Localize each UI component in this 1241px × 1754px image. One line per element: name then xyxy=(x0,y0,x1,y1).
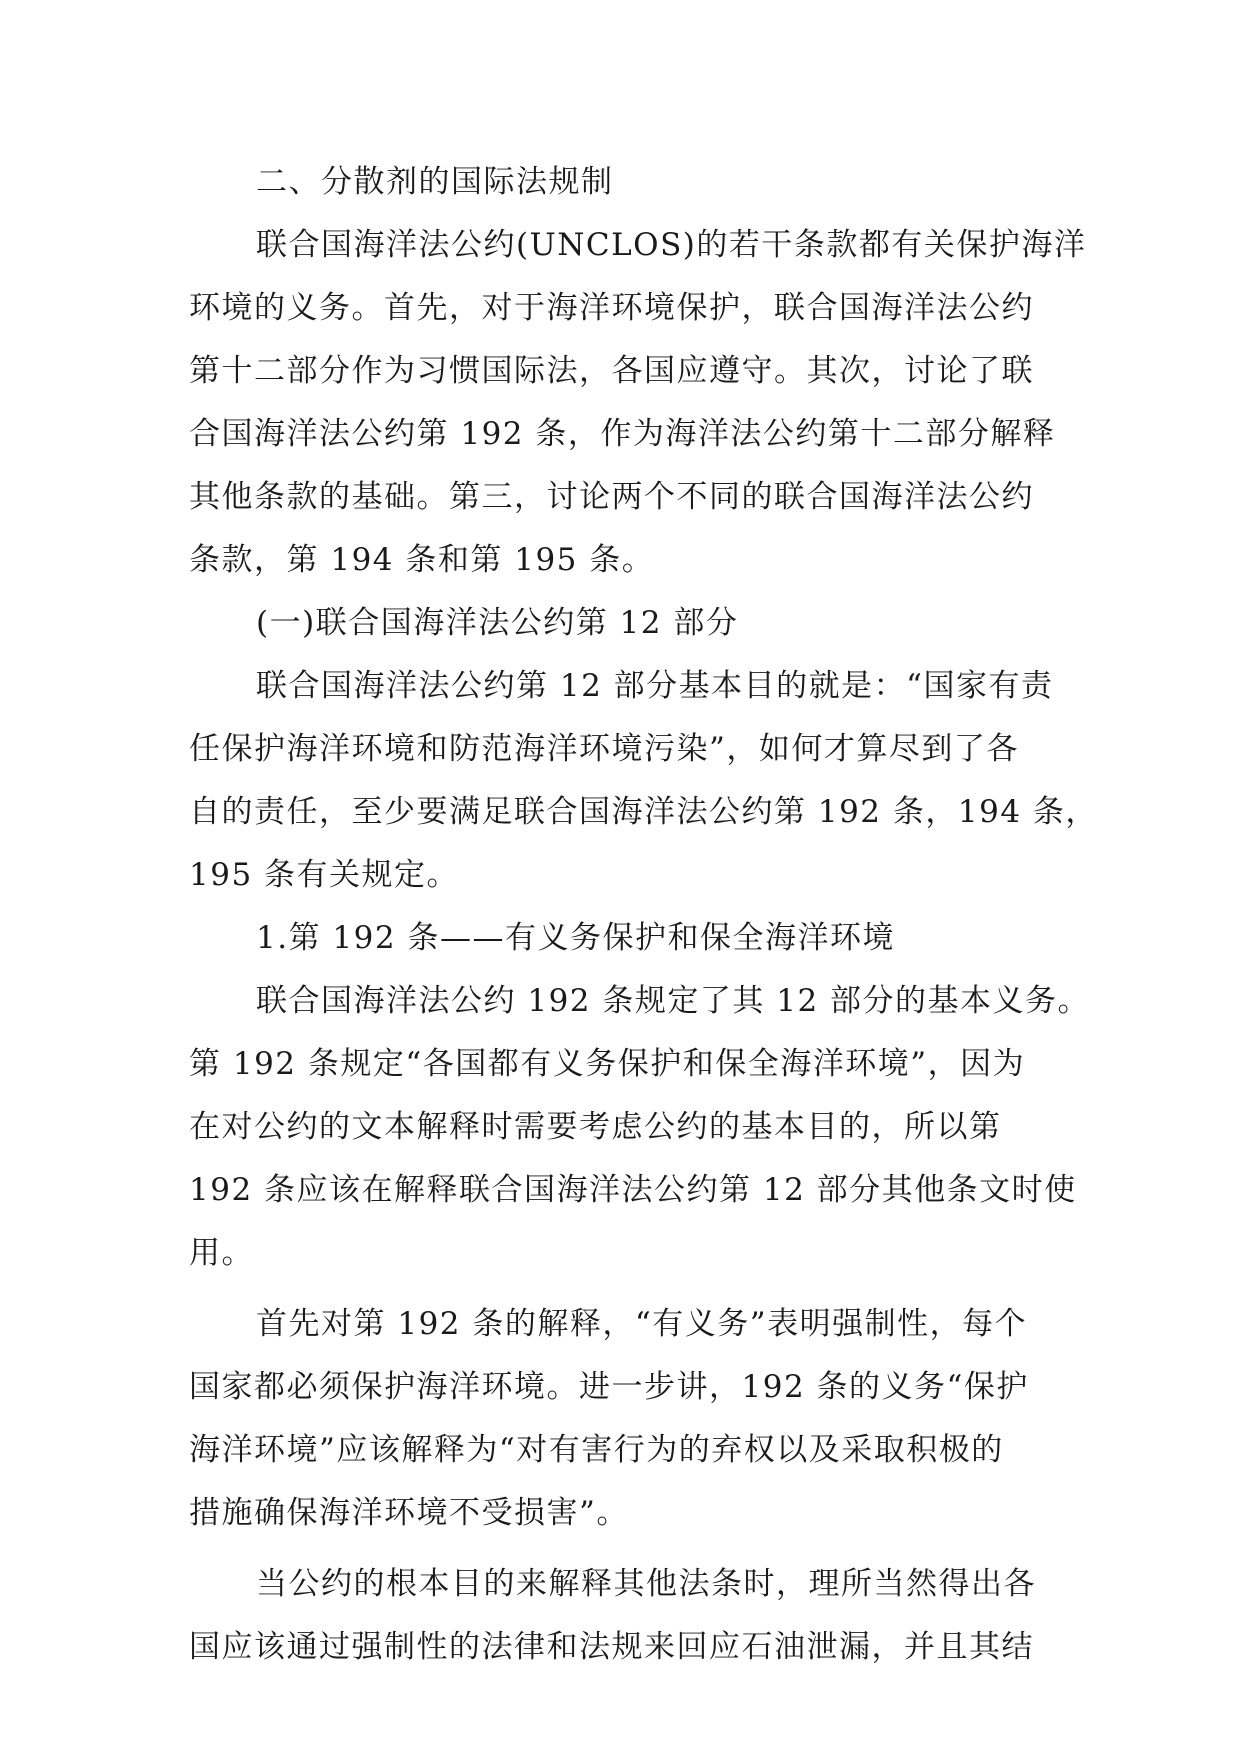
subsection-heading: (一)联合国海洋法公约第 12 部分 xyxy=(256,605,739,641)
paragraph-line: 海洋环境”应该解释为“对有害行为的弃权以及采取积极的 xyxy=(189,1432,1004,1468)
paragraph-line: 在对公约的文本解释时需要考虑公约的基本目的，所以第 xyxy=(189,1109,1002,1145)
paragraph-line: 条款，第 194 条和第 195 条。 xyxy=(189,542,655,578)
paragraph-line: 任保护海洋环境和防范海洋环境污染”，如何才算尽到了各 xyxy=(189,731,1019,767)
paragraph-line: 联合国海洋法公约(UNCLOS)的若干条款都有关保护海洋 xyxy=(256,227,1087,263)
article-heading: 1.第 192 条——有义务保护和保全海洋环境 xyxy=(256,920,895,956)
paragraph-line: 第 192 条规定“各国都有义务保护和保全海洋环境”，因为 xyxy=(189,1046,1026,1082)
paragraph-line: 环境的义务。首先，对于海洋环境保护，联合国海洋法公约 xyxy=(189,290,1034,326)
paragraph-line: 用。 xyxy=(189,1235,254,1271)
paragraph-line: 合国海洋法公约第 192 条，作为海洋法公约第十二部分解释 xyxy=(189,416,1056,452)
paragraph-line: 195 条有关规定。 xyxy=(189,857,460,893)
paragraph-line: 首先对第 192 条的解释，“有义务”表明强制性，每个 xyxy=(256,1306,1028,1342)
paragraph-line: 联合国海洋法公约 192 条规定了其 12 部分的基本义务。 xyxy=(256,983,1091,1019)
paragraph-line: 联合国海洋法公约第 12 部分基本目的就是：“国家有责 xyxy=(256,668,1054,704)
paragraph-line: 192 条应该在解释联合国海洋法公约第 12 部分其他条文时使 xyxy=(189,1172,1077,1208)
paragraph-line: 国家都必须保护海洋环境。进一步讲，192 条的义务“保护 xyxy=(189,1369,1029,1405)
paragraph-line: 第十二部分作为习惯国际法，各国应遵守。其次，讨论了联 xyxy=(189,353,1034,389)
paragraph-line: 其他条款的基础。第三，讨论两个不同的联合国海洋法公约 xyxy=(189,479,1034,515)
paragraph-line: 国应该通过强制性的法律和法规来回应石油泄漏，并且其结 xyxy=(189,1629,1034,1665)
paragraph-line: 自的责任，至少要满足联合国海洋法公约第 192 条，194 条， xyxy=(189,794,1098,830)
section-heading: 二、分散剂的国际法规制 xyxy=(256,164,614,200)
paragraph-line: 措施确保海洋环境不受损害”。 xyxy=(189,1495,629,1531)
paragraph-line: 当公约的根本目的来解释其他法条时，理所当然得出各 xyxy=(256,1566,1036,1602)
